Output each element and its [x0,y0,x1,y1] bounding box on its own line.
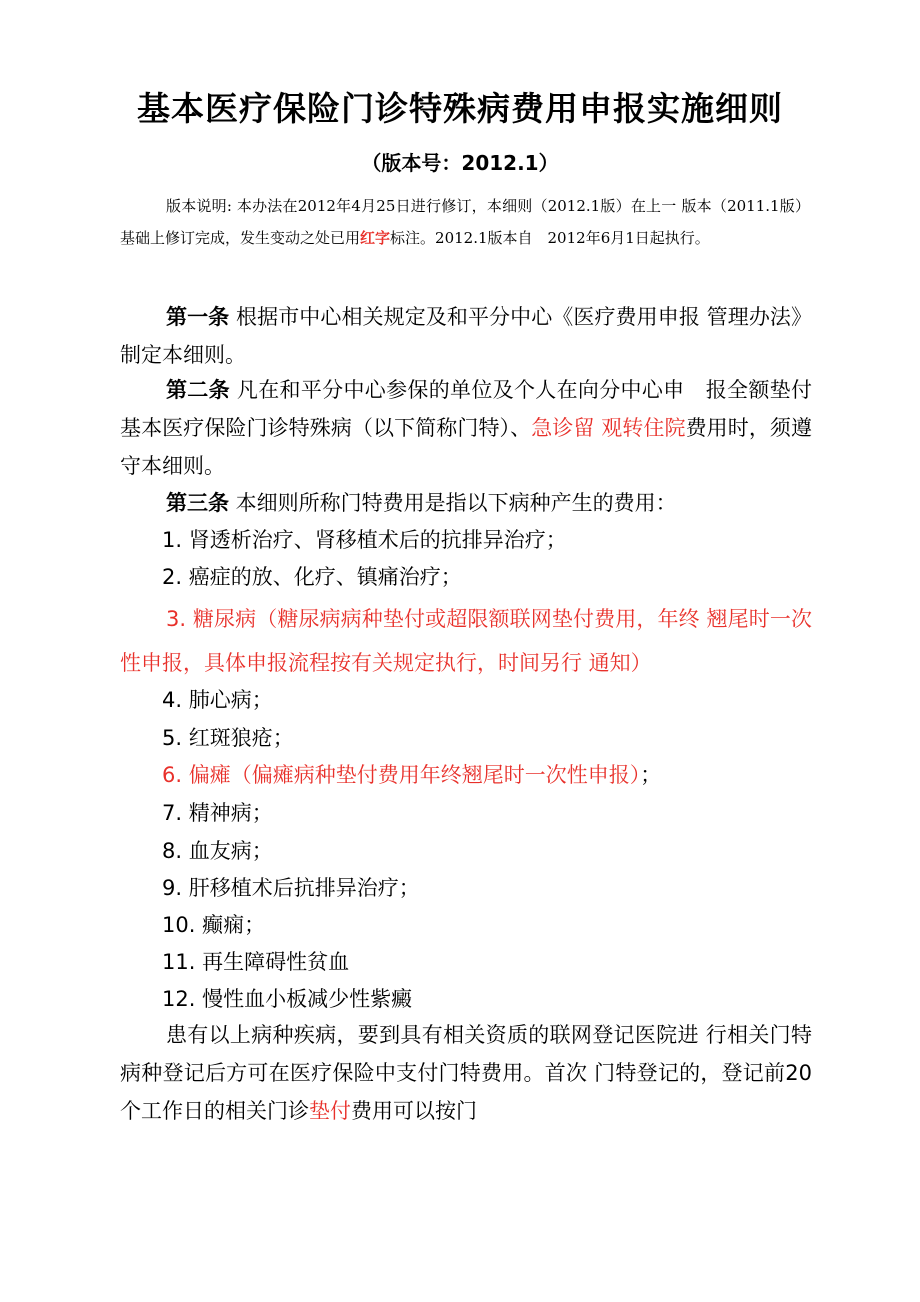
list-item-text: 糖尿病（糖尿病病种垫付或超限额联网垫付费用，年终 翘尾时一次性申报，具体申报流程按有关规定执行，时间另行 通知） [120,607,812,675]
list-item-text: 癫痫； [202,913,266,937]
list-item [162,832,812,870]
list-item-number: 11. [162,950,196,974]
list-item-number: 12. [162,987,196,1011]
list-item [162,869,812,907]
version-note [120,190,810,254]
article-2-text: 凡在和平分中心参保的单位及个人在向分中心申 报全额垫付基本医疗保险门诊特殊病（以下简称门特）、 [120,378,812,440]
list-item-number: 10. [162,913,196,937]
list-item-number: 4. [162,688,183,712]
list-item-text: 再生障碍性贫血 [202,950,350,974]
article-3 [120,484,812,522]
list-item-number: 6. [162,763,183,787]
article-1 [120,298,812,374]
article-3-label: 第三条 [166,491,229,515]
list-item [162,521,812,559]
version-number: （版本号：2012.1） [361,151,559,175]
list-item-text: 红斑狼疮； [188,726,294,750]
closing-text-after: 费用可以按门 [351,1099,477,1123]
list-item-hemiplegia [162,756,812,794]
list-item-text: 癌症的放、化疗、镇痛治疗； [188,565,462,589]
list-item-text: 慢性血小板减少性紫癜 [202,987,413,1011]
list-item [162,980,812,1018]
list-item-number: 7. [162,801,183,825]
list-item [162,558,812,596]
list-item-text: 精神病； [188,801,273,825]
list-item-number: 1. [162,528,183,552]
list-item-number: 3. [166,607,187,631]
list-item [162,906,812,944]
closing-text: 患有以上病种疾病，要到具有相关资质的联网登记医院进 行相关门特病种登记后方可在医疗保险中支付门特费用。首次 门特登记的，登记前20个工作日的相关门诊 [120,1023,812,1123]
list-item [162,943,812,981]
list-item-number: 8. [162,839,183,863]
note-suffix: 标注。2012.1版本自 2012年6月1日起执行。 [390,229,710,247]
article-1-text: 根据市中心相关规定及和平分中心《医疗费用申报 管理办法》制定本细则。 [120,305,812,367]
list-item-diabetes [120,597,812,685]
closing-paragraph [120,1016,812,1130]
list-item-text: 偏瘫（偏瘫病种垫付费用年终翘尾时一次性申报） [188,763,641,787]
list-item-text: 肝移植术后抗排异治疗； [188,876,420,900]
list-item [162,719,812,757]
list-item-number: 9. [162,876,183,900]
article-2-red-highlight: 急诊留 观转住院 [531,416,686,440]
list-item-tail: ； [640,763,662,787]
note-red-highlight: 红字 [360,229,391,247]
note-prefix: 版本说明: 本办法在2012年4月25日进行修订，本细则（2012.1版）在上一 版本（2011.1版）基础上修订完成，发生变动之处已用 [120,197,810,247]
article-2-label: 第二条 [166,378,230,402]
closing-red-highlight: 垫付 [309,1099,351,1123]
article-2 [120,371,812,485]
list-item-text: 肾透析治疗、肾移植术后的抗排异治疗； [188,528,567,552]
article-1-label: 第一条 [166,305,230,329]
list-item-number: 5. [162,726,183,750]
article-2-text-after: 费用时，须遵守本细则。 [120,416,812,478]
list-item-text: 血友病； [188,839,273,863]
document-title: 基本医疗保险门诊特殊病费用申报实施细则 [137,89,783,128]
list-item [162,794,812,832]
list-item [162,681,812,719]
list-item-text: 肺心病； [188,688,273,712]
list-item-number: 2. [162,565,183,589]
article-3-text: 本细则所称门特费用是指以下病种产生的费用： [229,491,677,515]
